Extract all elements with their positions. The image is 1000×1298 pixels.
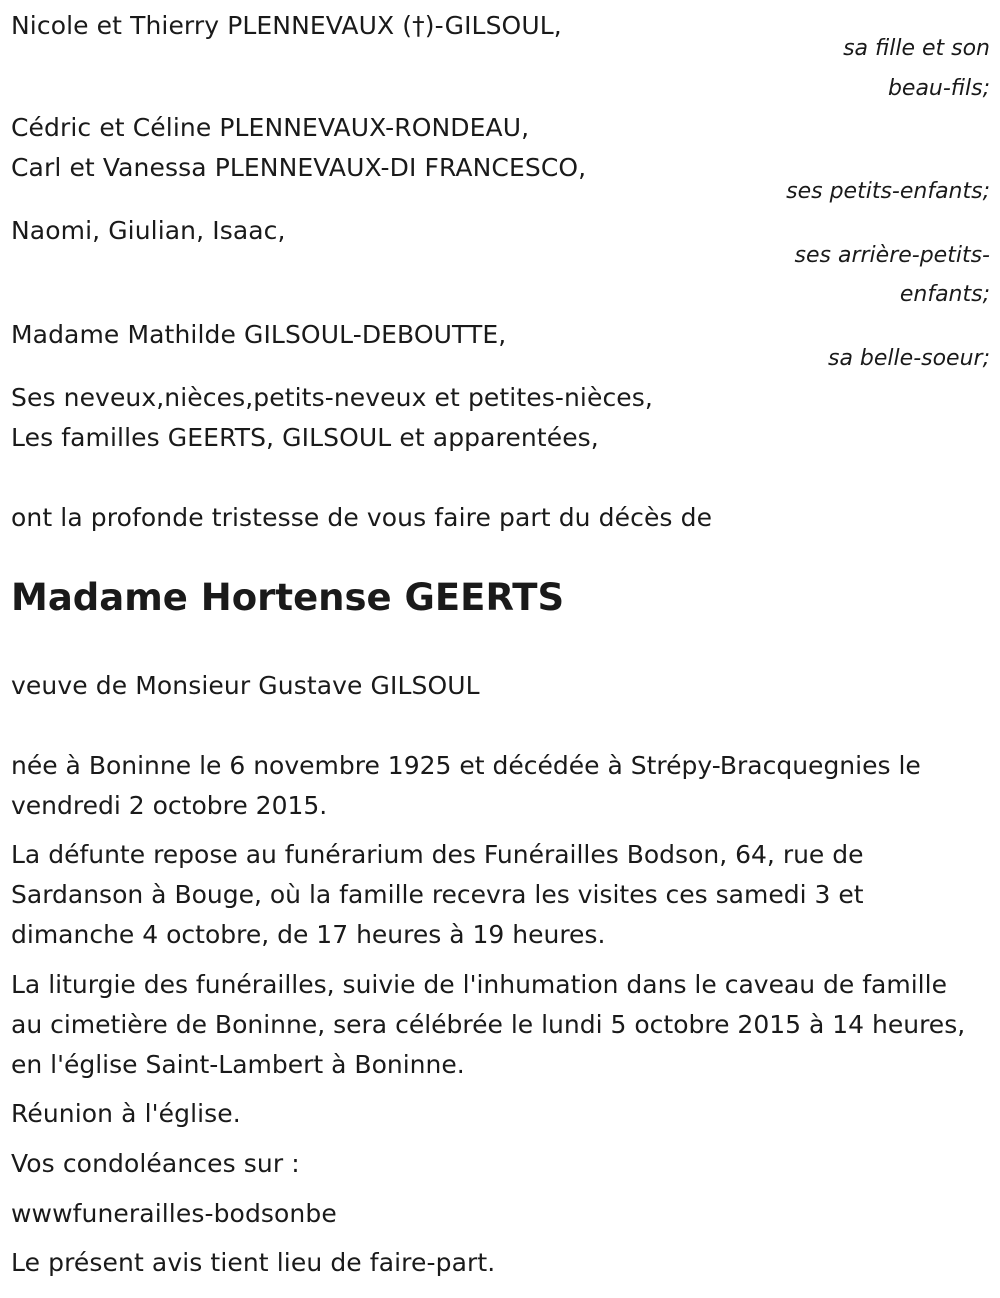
birth-death-paragraph: née à Boninne le 6 novembre 1925 et décédée à Strépy-Bracquegnies le vendredi 2 octobre 2015. (11, 751, 921, 820)
deceased-name: Madame Hortense GEERTS (11, 576, 565, 619)
condolences-label: Vos condoléances sur : (11, 1149, 300, 1178)
website-link[interactable]: wwwfunerailles-bodsonbe (11, 1199, 337, 1228)
family-line-sister-in-law: Madame Mathilde GILSOUL-DEBOUTTE, (11, 320, 507, 349)
meeting-text: Réunion à l'église. (11, 1099, 241, 1128)
relation-daughter-2: beau-fils; (887, 76, 990, 101)
widow-of-text: veuve de Monsieur Gustave GILSOUL (11, 671, 480, 700)
liturgy-paragraph: La liturgie des funérailles, suivie de l'inhumation dans le caveau de famille au cimetière de Boninne, sera célébrée le lundi 5 octobre 2015 à 14 heures, en l'église Saint-Lambert à Boninne. (11, 970, 966, 1079)
family-line-great-grandchildren: Naomi, Giulian, Isaac, (11, 216, 286, 245)
family-line-families: Les familles GEERTS, GILSOUL et apparentées, (11, 423, 599, 452)
family-line-grandchild-2: Carl et Vanessa PLENNEVAUX-DI FRANCESCO, (11, 153, 587, 182)
repose-paragraph: La défunte repose au funérarium des Funérailles Bodson, 64, rue de Sardanson à Bouge, où la famille recevra les visites ces samedi 3 et dimanche 4 octobre, de 17 heures à 19 heures. (11, 840, 864, 949)
family-line-nephews: Ses neveux,nièces,petits-neveux et petites-nièces, (11, 383, 653, 412)
announcement-text: ont la profonde tristesse de vous faire part du décès de (11, 503, 713, 532)
family-line-daughter: Nicole et Thierry PLENNEVAUX (†)-GILSOUL, (11, 11, 562, 40)
relation-great-grandchildren-2: enfants; (899, 282, 990, 307)
notice-text: Le présent avis tient lieu de faire-part. (11, 1248, 496, 1277)
relation-grandchildren: ses petits-enfants; (786, 179, 990, 204)
family-line-grandchild-1: Cédric et Céline PLENNEVAUX-RONDEAU, (11, 113, 530, 142)
relation-daughter-1: sa fille et son (843, 36, 990, 61)
relation-sister-in-law: sa belle-soeur; (828, 346, 990, 371)
relation-great-grandchildren-1: ses arrière-petits- (794, 243, 990, 268)
